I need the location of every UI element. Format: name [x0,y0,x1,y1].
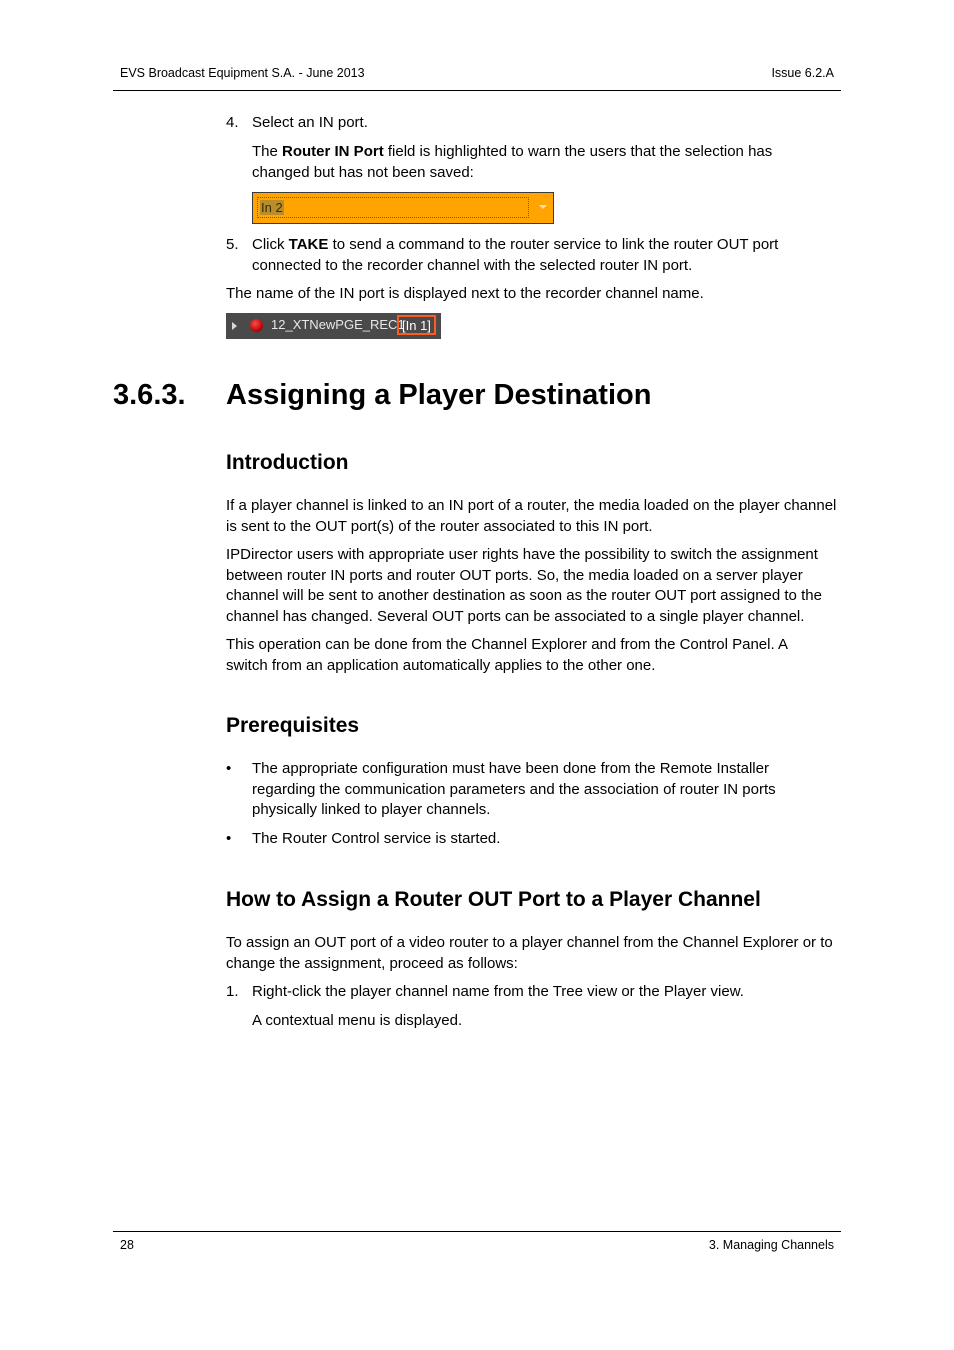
section-title: Assigning a Player Destination [226,379,652,411]
recorder-channel-bar[interactable] [226,313,441,339]
section-number: 3.6.3. [113,379,186,411]
triangle-right-icon[interactable] [232,322,237,330]
prerequisites-heading: Prerequisites [226,714,360,737]
step-number: 4. [226,114,239,131]
note-bold: Router IN Port [282,143,384,160]
dropdown-value: In 2 [261,200,283,215]
bullet: • [226,830,232,847]
header-left: EVS Broadcast Equipment S.A. - June 2013 [120,66,365,80]
introduction-heading: Introduction [226,451,349,474]
list-item: The Router Control service is started. [252,830,501,847]
channel-name: 12_XTNewPGE_REC1 [271,317,405,332]
howto-heading: How to Assign a Router OUT Port to a Player Channel [226,888,761,911]
step-note: A contextual menu is displayed. [252,1012,463,1029]
chapter-title: 3. Managing Channels [708,1238,834,1252]
step-text-part: to send a command to the router service to link the router OUT port connected to the recorder channel with the selected router IN port. [252,236,779,274]
header-rule [113,90,841,91]
step-number: 1. [226,983,239,1000]
in-port-label: [In 1] [397,315,436,335]
dropdown-focus-frame [257,197,529,218]
router-in-port-dropdown[interactable] [252,192,554,224]
paragraph: The name of the IN port is displayed next to the recorder channel name. [226,285,704,302]
bullet: • [226,760,232,777]
note-text: The [252,143,283,160]
paragraph: If a player channel is linked to an IN port of a router, the media loaded on the player channel is sent to the OUT port(s) of the router associated to this IN port. [226,497,837,535]
step-text [252,235,812,276]
take-keyword: TAKE [288,236,329,253]
record-dot-icon [250,319,263,332]
paragraph: To assign an OUT port of a video router to a player channel from the Channel Explorer or to change the assignment, proceed as follows: [226,934,833,972]
paragraph: IPDirector users with appropriate user rights have the possibility to switch the assignment between router IN ports and router OUT ports. So, the media loaded on a server player channel will be sent to another destination as soon as the router OUT port assigned to the channel has changed. Several OUT ports can be associated to a single player channel. [226,546,822,625]
note-text: field is highlighted to warn the users that the selection has changed but has not been saved: [252,143,773,181]
footer-rule [113,1231,841,1232]
step-text-part: Click [252,236,289,253]
paragraph: This operation can be done from the Channel Explorer and from the Control Panel. A switch from an application automatically applies to the other one. [226,636,788,674]
step-text: Select an IN port. [252,114,368,131]
step-note [252,142,812,183]
chevron-down-icon[interactable] [539,205,547,209]
page-number: 28 [120,1238,134,1252]
step-number: 5. [226,236,239,253]
step-text: Right-click the player channel name from the Tree view or the Player view. [252,983,744,1000]
header-right: Issue 6.2.A [771,66,834,80]
list-item: The appropriate configuration must have been done from the Remote Installer regarding the communication parameters and the association of router IN ports physically linked to player channels. [252,760,776,818]
